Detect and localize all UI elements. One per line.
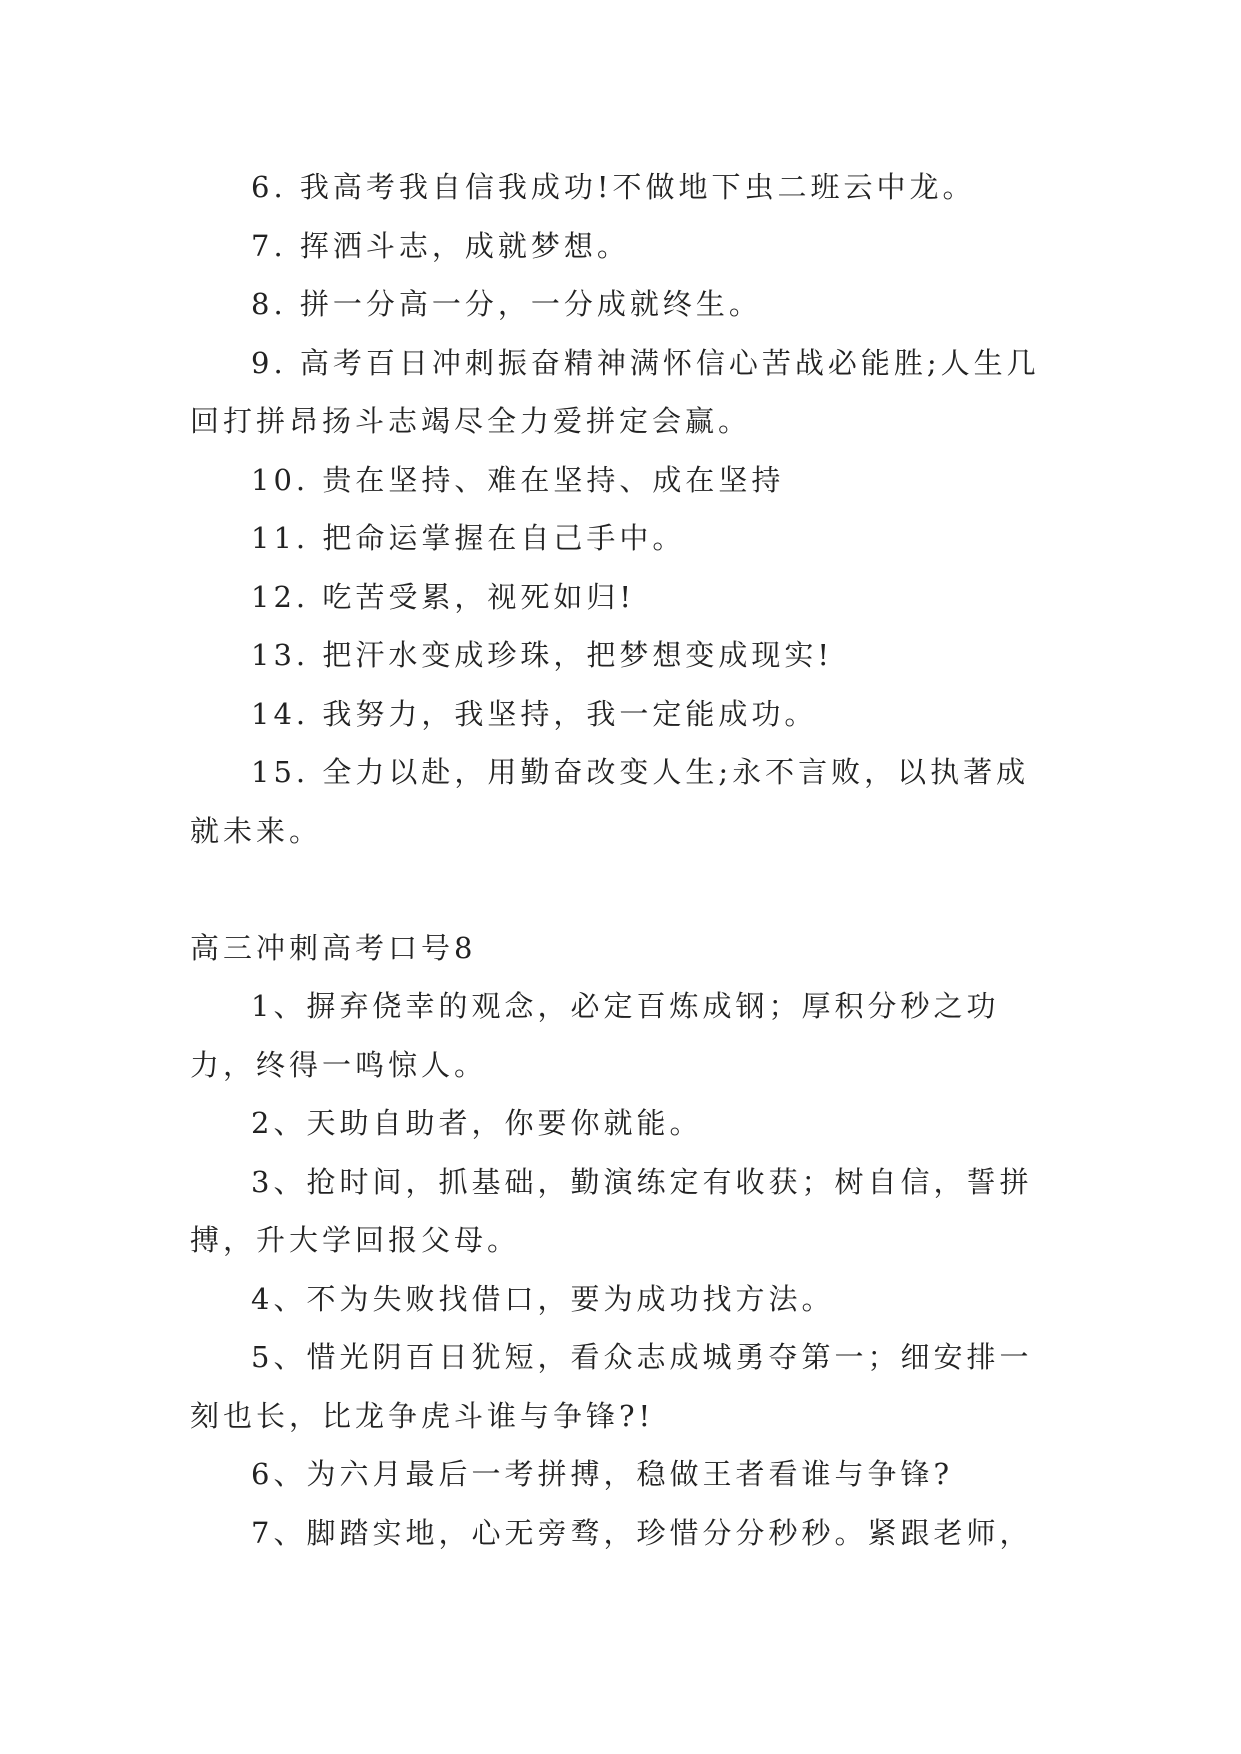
slogan-item: 6. 我高考我自信我成功!不做地下虫二班云中龙。 [251,170,976,204]
section-heading: 高三冲刺高考口号8 [190,930,477,965]
slogan-item: 3、抢时间，抓基础，勤演练定有收获；树自信，誓拼搏，升大学回报父母。 [190,1164,1033,1257]
slogan-item: 8. 拼一分高一分，一分成就终生。 [251,287,762,321]
document-body [190,158,1050,1562]
slogan-item: 7、脚踏实地，心无旁骛，珍惜分分秒秒。紧跟老师， [251,1515,1033,1550]
slogan-item: 14. 我努力，我坚持，我一定能成功。 [251,696,818,731]
slogan-item: 12. 吃苦受累，视死如归! [251,579,635,614]
slogan-item: 6、为六月最后一考拼搏，稳做王者看谁与争锋? [251,1457,953,1491]
slogan-item: 15. 全力以赴，用勤奋改变人生;永不言败，以执著成就未来。 [190,755,1030,848]
slogan-item: 13. 把汗水变成珍珠，把梦想变成现实! [251,638,833,672]
slogan-item: 4、不为失败找借口，要为成功找方法。 [251,1281,835,1316]
slogan-item: 1、摒弃侥幸的观念，必定百炼成钢；厚积分秒之功力，终得一鸣惊人。 [190,989,1000,1082]
slogan-item: 11. 把命运掌握在自己手中。 [251,521,686,555]
slogan-item: 5、惜光阴百日犹短，看众志成城勇夺第一；细安排一刻也长，比龙争虎斗谁与争锋?! [190,1340,1033,1433]
slogan-item: 10. 贵在坚持、难在坚持、成在坚持 [251,462,785,497]
slogan-item: 2、天助自助者，你要你就能。 [251,1106,703,1140]
slogan-item: 7. 挥洒斗志，成就梦想。 [251,228,630,263]
slogan-item: 9. 高考百日冲刺振奋精神满怀信心苦战必能胜;人生几回打拼昂扬斗志竭尽全力爱拼定会赢。 [190,345,1040,438]
